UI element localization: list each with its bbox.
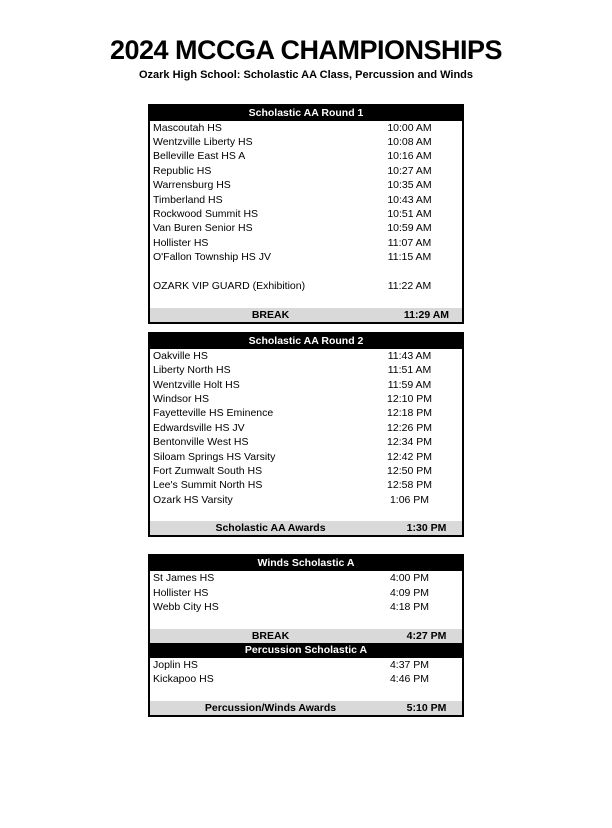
time-value: 10:08 AM: [387, 136, 432, 149]
time-value: 1:06 PM: [389, 493, 430, 506]
time-value: 12:18 PM: [387, 407, 432, 420]
blank-row: [150, 687, 462, 701]
time-value: 4:18 PM: [389, 601, 430, 614]
school-name: Warrensburg HS: [153, 179, 231, 192]
special-row: [150, 521, 462, 535]
special-label: BREAK: [251, 630, 290, 643]
schedule-row: [150, 121, 462, 135]
section-header: Winds Scholastic A: [150, 556, 462, 571]
blank-row: [150, 507, 462, 521]
special-label: Percussion/Winds Awards: [204, 702, 337, 715]
school-name: OZARK VIP GUARD (Exhibition): [153, 279, 306, 292]
schedule-row: [150, 250, 462, 264]
schedule-row: [150, 600, 462, 614]
school-name: Hollister HS: [153, 236, 209, 249]
time-value: 4:00 PM: [389, 572, 430, 585]
page-subtitle: Ozark High School: Scholastic AA Class, Percussion and Winds: [138, 68, 474, 81]
schedule-row: [150, 363, 462, 377]
document-page: [0, 36, 612, 828]
schedule-row: [150, 236, 462, 250]
school-name: Bentonville West HS: [153, 436, 249, 449]
school-name: Wentzville Liberty HS: [153, 136, 253, 149]
time-value: 12:34 PM: [387, 436, 432, 449]
time-value: 4:09 PM: [389, 586, 430, 599]
blank-row: [150, 615, 462, 629]
time-value: 12:58 PM: [387, 479, 432, 492]
schedule-row: [150, 571, 462, 585]
blank-row: [150, 265, 462, 279]
time-value: 4:27 PM: [406, 630, 447, 643]
time-value: 11:22 AM: [387, 279, 432, 292]
schedule-row: [150, 421, 462, 435]
schedule-tables: [148, 104, 464, 718]
school-name: Fort Zumwalt South HS: [153, 464, 263, 477]
school-name: Kickapoo HS: [153, 673, 214, 686]
schedule-row: [150, 349, 462, 363]
schedule-row: [150, 450, 462, 464]
special-row: [150, 308, 462, 322]
time-value: 11:29 AM: [403, 308, 450, 321]
schedule-box: [148, 554, 464, 717]
schedule-row: [150, 392, 462, 406]
schedule-row: [150, 207, 462, 221]
time-value: 12:10 PM: [387, 392, 432, 405]
time-value: 11:15 AM: [387, 251, 432, 264]
schedule-row: [150, 464, 462, 478]
time-value: 4:46 PM: [389, 673, 430, 686]
schedule-box: [148, 332, 464, 538]
schedule-row: [150, 135, 462, 149]
special-label: Scholastic AA Awards: [215, 522, 326, 535]
time-value: 12:42 PM: [387, 450, 432, 463]
schedule-row: [150, 279, 462, 293]
school-name: Fayetteville HS Eminence: [153, 407, 274, 420]
time-value: 11:51 AM: [387, 364, 432, 377]
section-header: Percussion Scholastic A: [150, 643, 462, 658]
blank-row: [150, 293, 462, 307]
time-value: 5:10 PM: [406, 702, 447, 715]
schedule-row: [150, 435, 462, 449]
school-name: Timberland HS: [153, 193, 223, 206]
section-header: Scholastic AA Round 1: [150, 106, 462, 121]
school-name: Belleville East HS A: [153, 150, 246, 163]
school-name: Oakville HS: [153, 349, 208, 362]
school-name: Liberty North HS: [153, 364, 231, 377]
time-value: 1:30 PM: [406, 522, 447, 535]
schedule-row: [150, 378, 462, 392]
schedule-row: [150, 149, 462, 163]
school-name: Wentzville Holt HS: [153, 378, 240, 391]
time-value: 10:43 AM: [387, 193, 432, 206]
schedule-row: [150, 478, 462, 492]
school-name: Van Buren Senior HS: [153, 222, 253, 235]
page-title: 2024 MCCGA CHAMPIONSHIPS: [109, 35, 503, 65]
school-name: Rockwood Summit HS: [153, 208, 259, 221]
schedule-row: [150, 406, 462, 420]
school-name: Edwardsville HS JV: [153, 421, 245, 434]
school-name: Windsor HS: [153, 392, 210, 405]
time-value: 10:16 AM: [387, 150, 432, 163]
school-name: Siloam Springs HS Varsity: [153, 450, 276, 463]
section-header: Scholastic AA Round 2: [150, 334, 462, 349]
special-row: [150, 701, 462, 715]
time-value: 10:59 AM: [387, 222, 432, 235]
schedule-row: [150, 672, 462, 686]
time-value: 11:07 AM: [387, 236, 432, 249]
special-row: [150, 629, 462, 643]
school-name: Mascoutah HS: [153, 121, 222, 134]
school-name: Republic HS: [153, 164, 212, 177]
schedule-row: [150, 193, 462, 207]
school-name: O'Fallon Township HS JV: [153, 251, 271, 264]
schedule-row: [150, 178, 462, 192]
schedule-row: [150, 221, 462, 235]
school-name: Webb City HS: [153, 601, 219, 614]
time-value: 10:27 AM: [387, 164, 432, 177]
time-value: 12:26 PM: [387, 421, 432, 434]
schedule-row: [150, 658, 462, 672]
time-value: 10:35 AM: [387, 179, 432, 192]
special-label: BREAK: [251, 308, 290, 321]
school-name: Hollister HS: [153, 586, 209, 599]
schedule-row: [150, 493, 462, 507]
schedule-row: [150, 586, 462, 600]
time-value: 11:59 AM: [387, 378, 432, 391]
school-name: Ozark HS Varsity: [153, 493, 233, 506]
schedule-box: [148, 104, 464, 324]
time-value: 10:00 AM: [387, 121, 432, 134]
schedule-row: [150, 164, 462, 178]
time-value: 4:37 PM: [389, 659, 430, 672]
time-value: 10:51 AM: [387, 208, 432, 221]
school-name: Joplin HS: [153, 659, 198, 672]
time-value: 11:43 AM: [387, 349, 432, 362]
time-value: 12:50 PM: [387, 464, 432, 477]
school-name: St James HS: [153, 572, 215, 585]
school-name: Lee's Summit North HS: [153, 479, 263, 492]
